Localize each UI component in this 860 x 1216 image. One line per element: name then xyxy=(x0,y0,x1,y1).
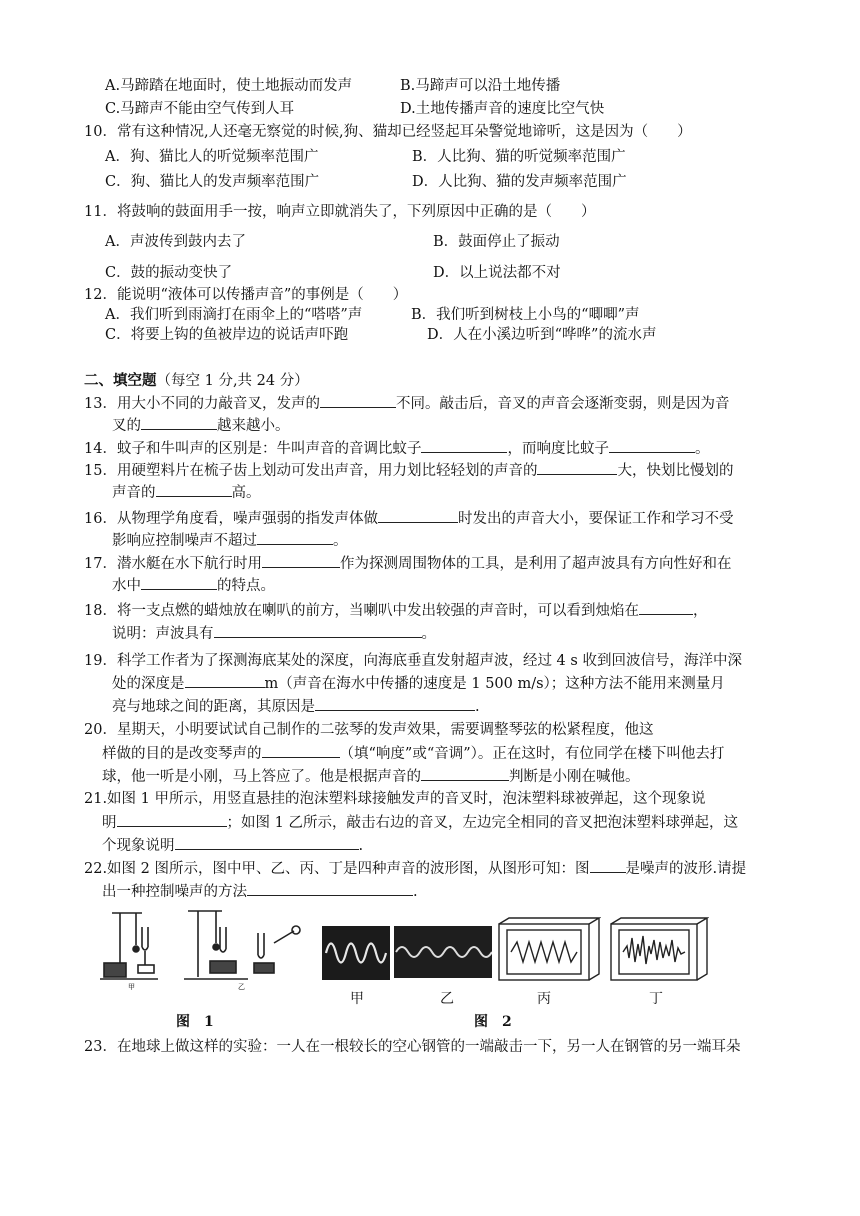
section-2-heading xyxy=(84,371,309,391)
q14-line1 xyxy=(84,438,709,459)
q16-blank-2[interactable] xyxy=(257,530,333,545)
waveform-ding xyxy=(609,916,709,982)
q16-text-a: 16．从物理学角度看，噪声强弱的指发声体做 xyxy=(84,511,378,527)
q17-text-d: 的特点。 xyxy=(217,578,275,594)
q21-text-d: 个现象说明 xyxy=(102,838,175,854)
q21-text-e: . xyxy=(358,838,364,854)
q13-blank-2[interactable] xyxy=(141,415,217,430)
q19-line1: 19．科学工作者为了探测海底某处的深度，向海底垂直发射超声波，经过 4 s 收到回波信号，海洋中深 xyxy=(84,653,742,669)
q18-line1 xyxy=(84,600,707,621)
q20-line2 xyxy=(102,743,724,764)
figure-2-label-2: 乙 xyxy=(440,991,454,1007)
q13-text-a: 13．用大小不同的力敲音叉，发声的 xyxy=(84,396,320,412)
q15-text-c: 声音的 xyxy=(112,485,156,501)
q22-text-a: 22.如图 2 图所示，图中甲、乙、丙、丁是四种声音的波形图，从图形可知：图 xyxy=(84,861,590,877)
q19-text-d: 亮与地球之间的距离，其原因是 xyxy=(112,699,315,715)
q19-text-c: m（声音在海水中传播的速度是 1 500 m/s）；这种方法不能用来测量月 xyxy=(264,676,725,692)
q20-line1: 20．星期天，小明要试试自己制作的二弦琴的发声效果，需要调整琴弦的松紧程度，他这 xyxy=(84,722,654,738)
q19-blank-2[interactable] xyxy=(315,696,475,711)
q22-blank-2[interactable] xyxy=(247,881,413,896)
q14-text-c: 。 xyxy=(694,441,710,457)
q17-text-c: 水中 xyxy=(112,578,141,594)
q13-text-b: 不同。敲击后，音叉的声音会逐渐变弱，则是因为音 xyxy=(395,396,730,412)
figure-1-tuning-fork-illustration xyxy=(98,903,308,991)
q21-text-c: ；如图 1 乙所示，敲击右边的音叉，左边完全相同的音叉把泡沫塑料球弹起，这 xyxy=(226,815,738,831)
waveform-bing xyxy=(497,916,601,982)
q22-text-d: . xyxy=(413,884,418,900)
q16-line2 xyxy=(112,530,348,551)
waveform-jia-panel xyxy=(322,926,390,980)
figure-2-caption: 图 2 xyxy=(474,1014,512,1030)
q16-text-d: 。 xyxy=(333,533,348,549)
q12-option-b: B．我们听到树枝上小鸟的“唧唧”声 xyxy=(411,307,640,323)
q20-text-b: 样做的目的是改变琴声的 xyxy=(102,746,262,762)
q15-text-b: 大，快划比慢划的 xyxy=(617,463,734,479)
q21-line3 xyxy=(102,835,363,856)
q22-text-b: 是噪声的波形.请提 xyxy=(625,861,747,877)
section-2-note: （每空 1 分,共 24 分） xyxy=(156,373,309,389)
figure-2-label-1: 甲 xyxy=(350,991,364,1007)
q19-blank-1[interactable] xyxy=(185,673,265,688)
q17-blank-2[interactable] xyxy=(141,575,217,590)
q18-blank-2[interactable] xyxy=(214,623,422,638)
q20-line3 xyxy=(102,766,640,787)
q11-option-a: A．声波传到鼓内去了 xyxy=(105,234,246,250)
waveform-yi xyxy=(394,926,492,978)
q9-option-c: C.马蹄声不能由空气传到人耳 xyxy=(105,101,295,117)
q20-text-d: 球，他一听是小刚，马上答应了。他是根据声音的 xyxy=(102,769,421,785)
q21-blank-2[interactable] xyxy=(175,835,359,850)
q20-blank-1[interactable] xyxy=(262,743,340,758)
q10-option-c: C．狗、猫比人的发声频率范围广 xyxy=(105,174,320,190)
q12-option-c: C．将要上钩的鱼被岸边的说话声吓跑 xyxy=(105,327,349,343)
q12-stem: 12．能说明“液体可以传播声音”的事例是（ ） xyxy=(84,287,408,303)
q11-stem: 11．将鼓响的鼓面用手一按，响声立即就消失了，下列原因中正确的是（ ） xyxy=(84,204,596,220)
waveform-yi-panel xyxy=(394,926,492,978)
q22-line2 xyxy=(102,881,418,902)
q15-blank-1[interactable] xyxy=(537,460,617,475)
q15-blank-2[interactable] xyxy=(156,482,232,497)
q21-line2 xyxy=(102,812,738,833)
q14-blank-2[interactable] xyxy=(609,438,695,453)
q13-text-d: 越来越小。 xyxy=(217,418,290,434)
q10-stem: 10．常有这种情况,人还毫无察觉的时候,狗、猫却已经竖起耳朵警觉地谛听，这是因为（ ） xyxy=(84,124,692,140)
q17-text-a: 17．潜水艇在水下航行时用 xyxy=(84,556,262,572)
q11-option-d: D．以上说法都不对 xyxy=(433,265,561,281)
section-2-title: 二、填空题 xyxy=(84,373,157,389)
q16-line1 xyxy=(84,508,733,529)
q10-option-d: D．人比狗、猫的发声频率范围广 xyxy=(412,174,627,190)
figure-1-label-jia: 甲 xyxy=(128,983,135,991)
q10-option-a: A．狗、猫比人的听觉频率范围广 xyxy=(105,149,319,165)
q20-text-e: 判断是小刚在喊他。 xyxy=(509,769,640,785)
q18-blank-1[interactable] xyxy=(639,600,693,615)
q17-line2 xyxy=(112,575,275,596)
q10-option-b: B．人比狗、猫的听觉频率范围广 xyxy=(412,149,626,165)
q18-line2 xyxy=(112,623,436,644)
q16-text-c: 影响应控制噪声不超过 xyxy=(112,533,257,549)
q13-text-c: 叉的 xyxy=(112,418,141,434)
q9-option-a: A.马蹄踏在地面时，使土地振动而发声 xyxy=(105,78,353,94)
q21-line1: 21.如图 1 甲所示，用竖直悬挂的泡沫塑料球接触发声的音叉时，泡沫塑料球被弹起，这个现象说 xyxy=(84,791,706,807)
q17-line1 xyxy=(84,553,731,574)
q13-line1 xyxy=(84,393,729,414)
q22-blank-1[interactable] xyxy=(590,858,626,873)
q20-blank-2[interactable] xyxy=(421,766,509,781)
figure-1-caption: 图 1 xyxy=(176,1014,214,1030)
q15-text-a: 15．用硬塑料片在梳子齿上划动可发出声音，用力划比轻轻划的声音的 xyxy=(84,463,538,479)
q18-text-d: 。 xyxy=(421,626,436,642)
q15-text-d: 高。 xyxy=(231,485,261,501)
q18-text-b: ， xyxy=(692,603,708,619)
q17-text-b: 作为探测周围物体的工具，是利用了超声波具有方向性好和在 xyxy=(339,556,732,572)
q19-line2 xyxy=(112,673,725,694)
q15-line1 xyxy=(84,460,733,481)
q16-text-b: 时发出的声音大小，要保证工作和学习不受 xyxy=(457,511,734,527)
q13-line2 xyxy=(112,415,290,436)
q14-text-a: 14．蚊子和牛叫声的区别是：牛叫声音的音调比蚊子 xyxy=(84,441,422,457)
q11-option-b: B．鼓面停止了振动 xyxy=(433,234,560,250)
q13-blank-1[interactable] xyxy=(320,393,396,408)
q22-text-c: 出一种控制噪声的方法 xyxy=(102,884,247,900)
q23-line1: 23．在地球上做这样的实验：一人在一根较长的空心钢管的一端敲击一下，另一人在钢管的另一端耳朵 xyxy=(84,1039,741,1055)
q15-line2 xyxy=(112,482,261,503)
figure-1-label-yi: 乙 xyxy=(238,983,245,991)
q14-blank-1[interactable] xyxy=(421,438,507,453)
q19-line3 xyxy=(112,696,480,717)
q11-option-c: C．鼓的振动变快了 xyxy=(105,265,233,281)
q21-text-b: 明 xyxy=(102,815,117,831)
q18-text-a: 18．将一支点燃的蜡烛放在喇叭的前方，当喇叭中发出较强的声音时，可以看到烛焰在 xyxy=(84,603,639,619)
q14-text-b: ，而响度比蚊子 xyxy=(507,441,609,457)
q9-option-b: B.马蹄声可以沿土地传播 xyxy=(400,78,561,94)
q17-blank-1[interactable] xyxy=(262,553,340,568)
q21-blank-1[interactable] xyxy=(117,812,227,827)
q18-text-c: 说明：声波具有 xyxy=(112,626,214,642)
q22-line1 xyxy=(84,858,746,879)
waveform-jia xyxy=(322,926,390,980)
q20-text-c: （填“响度”或“音调”）。正在这时，有位同学在楼下叫他去打 xyxy=(339,746,725,762)
figure-2-label-4: 丁 xyxy=(649,991,663,1007)
q19-text-b: 处的深度是 xyxy=(112,676,185,692)
q12-option-a: A．我们听到雨滴打在雨伞上的“嗒嗒”声 xyxy=(105,307,363,323)
figure-2-label-3: 丙 xyxy=(537,991,551,1007)
q19-text-e: . xyxy=(475,699,480,715)
q12-option-d: D．人在小溪边听到“哗哗”的流水声 xyxy=(427,327,657,343)
q9-option-d: D.土地传播声音的速度比空气快 xyxy=(400,101,605,117)
q16-blank-1[interactable] xyxy=(378,508,458,523)
